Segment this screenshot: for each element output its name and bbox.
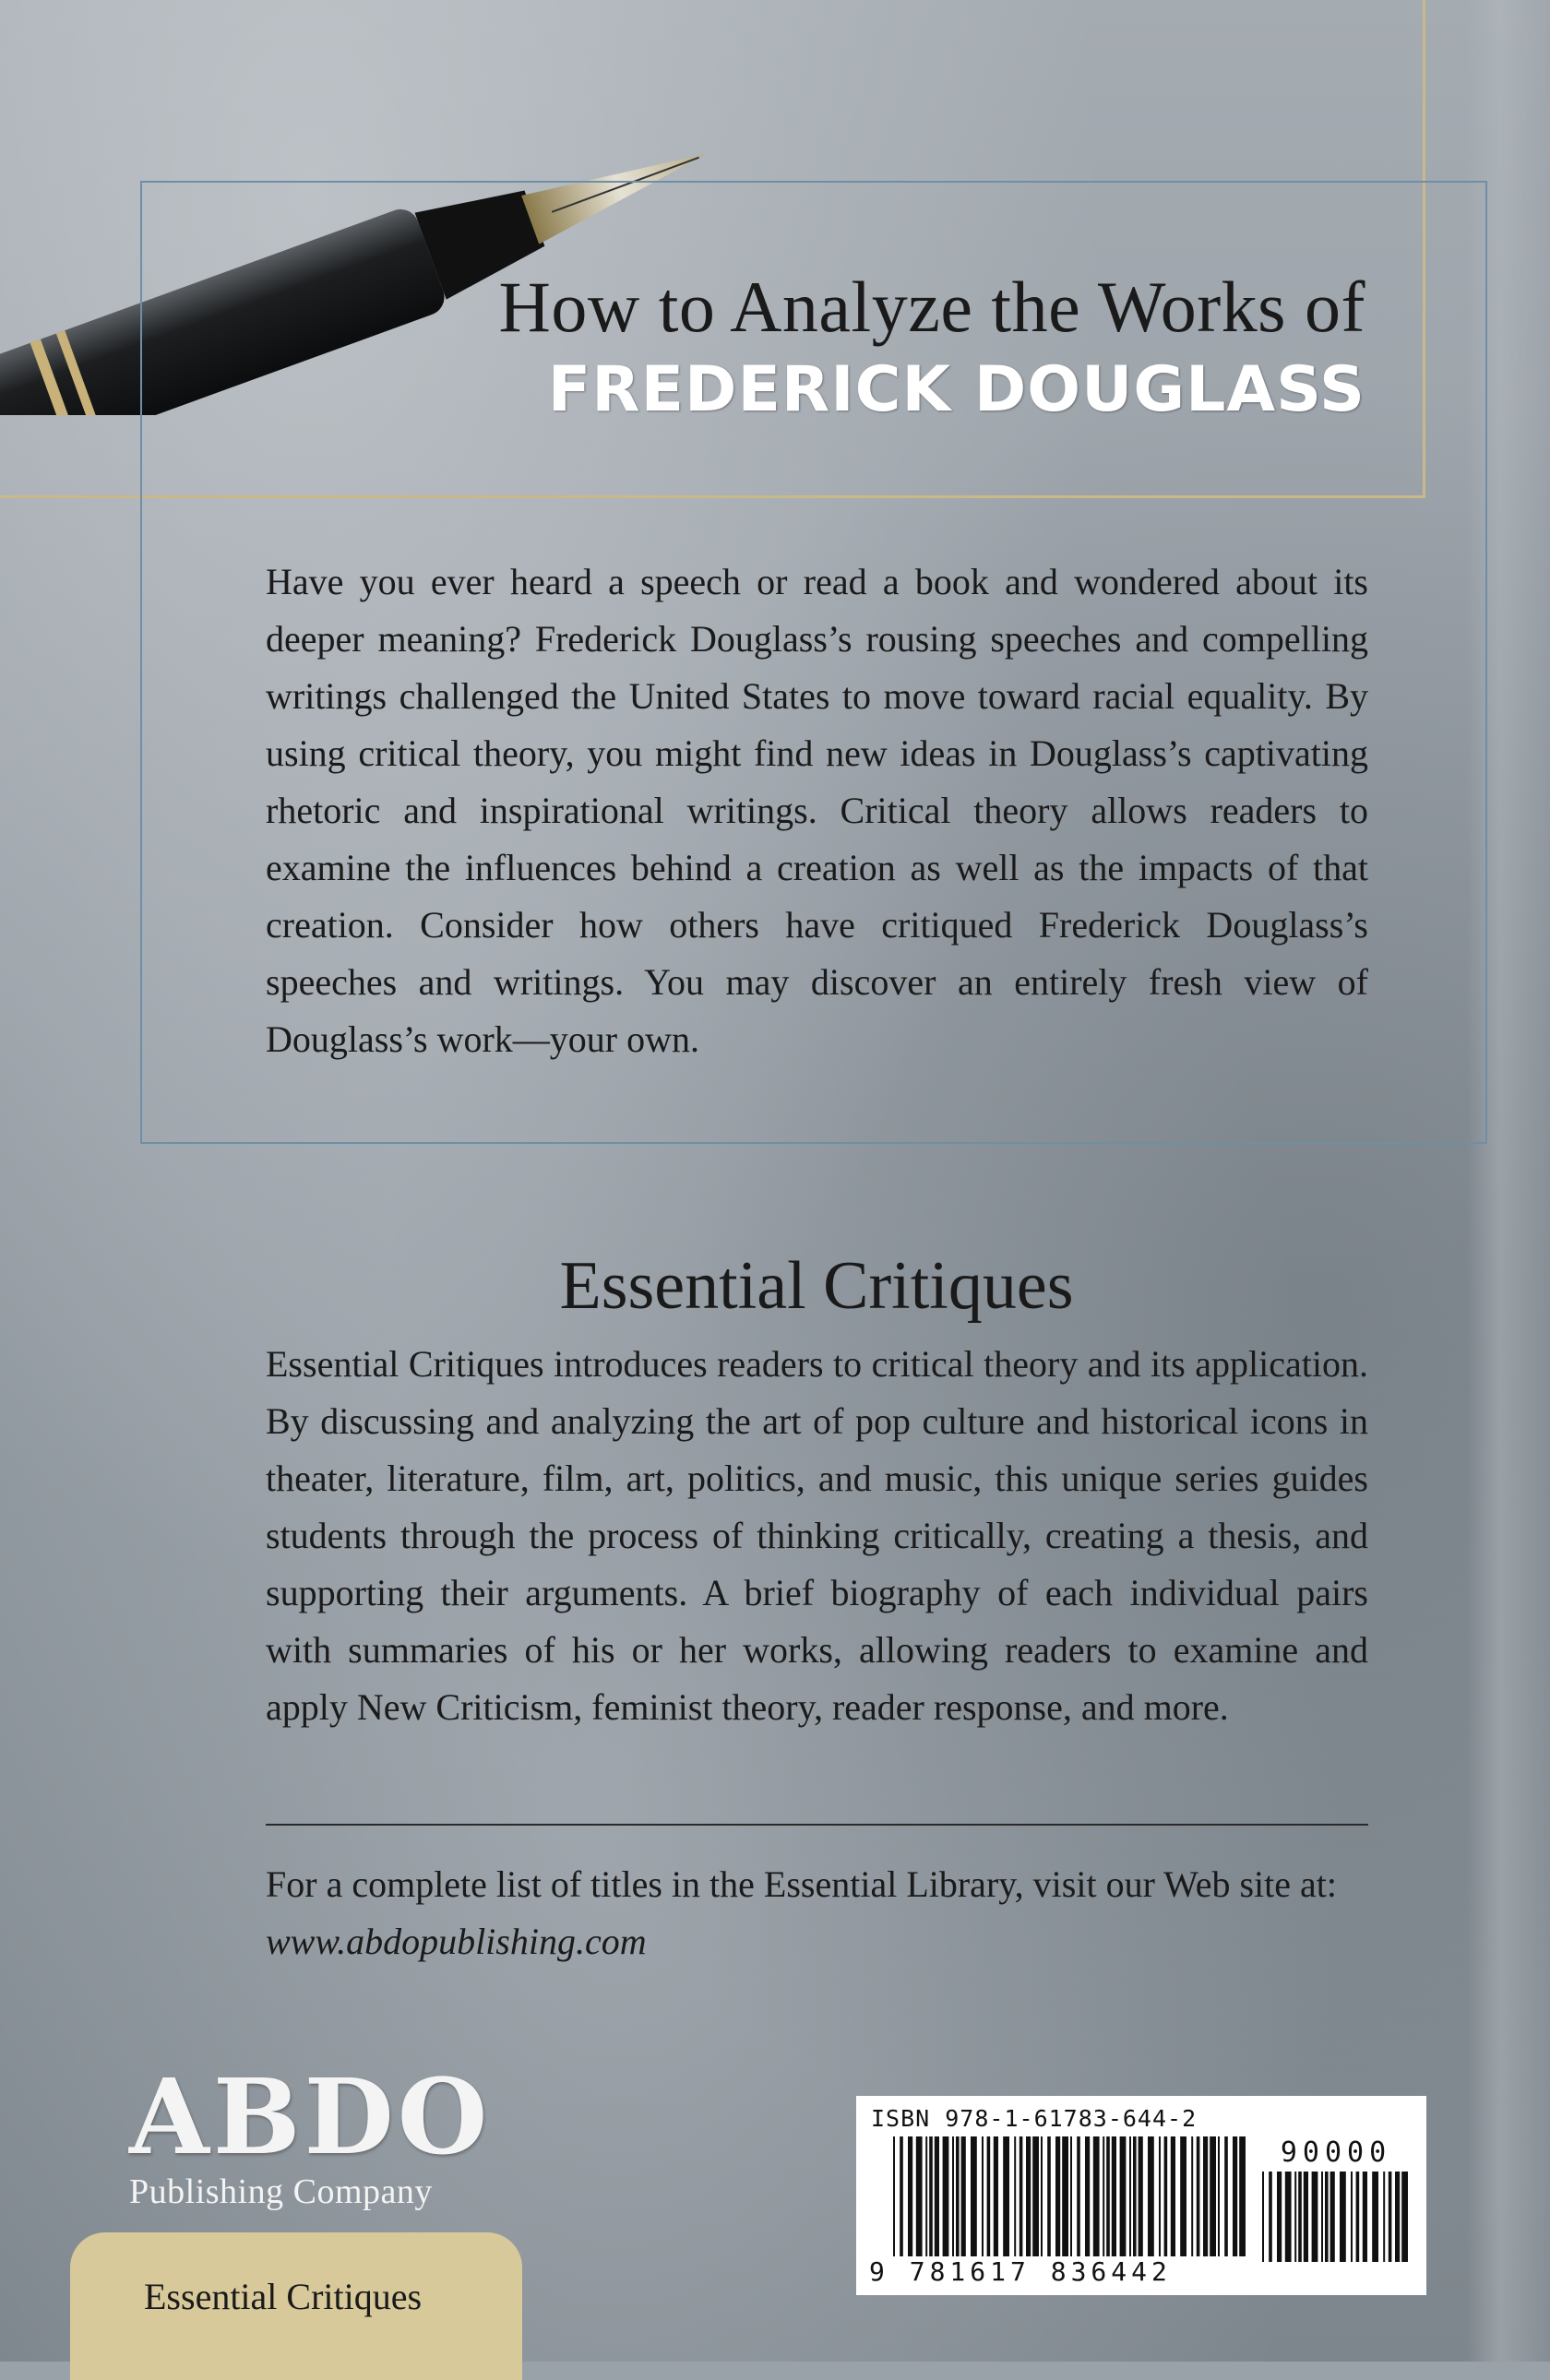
barcode-bar	[1233, 2136, 1237, 2258]
barcode-bar	[1298, 2172, 1302, 2262]
barcode-bar	[1026, 2136, 1031, 2258]
barcode-bar	[1120, 2136, 1127, 2258]
barcode-bar	[1330, 2172, 1335, 2262]
barcode-bar	[1203, 2136, 1208, 2258]
barcode-bar	[956, 2136, 960, 2258]
barcode-bar	[1191, 2136, 1193, 2258]
barcode-bar	[1224, 2136, 1228, 2258]
barcode-bar	[1003, 2136, 1009, 2258]
series-heading: Essential Critiques	[559, 1248, 1074, 1324]
barcode-bar	[1032, 2136, 1039, 2258]
barcode-bar	[1106, 2136, 1110, 2258]
barcode-bar	[1325, 2172, 1329, 2262]
series-tab	[70, 2232, 522, 2380]
barcode-bar	[1180, 2136, 1186, 2258]
barcode-bar	[1103, 2136, 1104, 2258]
barcode-bar	[1093, 2136, 1100, 2258]
website-notice	[266, 1856, 1368, 1970]
barcode-bar	[982, 2136, 984, 2258]
barcode-bar	[994, 2136, 998, 2258]
divider	[266, 1824, 1368, 1826]
title-line-2: FREDERICK DOUGLASS	[547, 352, 1365, 426]
barcode-bar	[1159, 2136, 1161, 2258]
barcode-bar	[929, 2136, 933, 2258]
barcode-bar	[1085, 2136, 1090, 2258]
series-description: Essential Critiques introduces readers to critical theory and its application. By discussing and analyzing the art of pop culture and historical icons in theater, literature, film, art, politics, and music, this unique series guides students through the process of thinking critically, creating a thesis, and supporting their arguments. A brief biography of each individual pairs with summaries of his or her works, allowing readers to examine and apply New Criticism, feminist theory, reader response, and more.	[266, 1343, 1368, 1728]
book-blurb: Have you ever heard a speech or read a book and wondered about its deeper meaning? Frederick Douglass’s rousing speeches and compelling writings challenged the United States to move toward racial equality. By using critical theory, you might find new ideas in Douglass’s captivating rhetoric and inspirational writings. Critical theory allows readers to examine the influences behind a creation as well as the impacts of that creation. Consider how others have critiqued Frederick Douglass’s speeches and writings. You may discover an entirely fresh view of Douglass’s work—your own.	[266, 561, 1368, 1060]
price-barcode-bars	[1262, 2172, 1410, 2262]
publisher-logo	[129, 2057, 498, 2212]
barcode-bar	[1340, 2172, 1346, 2262]
series-tab-label: Essential Critiques	[144, 2276, 423, 2317]
barcode-bar	[1285, 2172, 1292, 2262]
barcode-bar	[1041, 2136, 1043, 2258]
barcode-bar	[1239, 2136, 1246, 2258]
website-notice-text: For a complete list of titles in the Essential Library, visit our Web site at:	[266, 1863, 1337, 1905]
barcode-bar	[935, 2136, 939, 2258]
barcode-bar	[1389, 2172, 1392, 2262]
barcode-bar	[1351, 2172, 1353, 2262]
barcode-bar	[1401, 2172, 1408, 2262]
website-link[interactable]: www.abdopublishing.com	[266, 1921, 647, 1962]
barcode-bar	[1262, 2172, 1264, 2262]
barcode-bar	[1321, 2172, 1323, 2262]
barcode-bar	[1062, 2136, 1068, 2258]
barcode-bar	[1218, 2136, 1220, 2258]
barcode-bar	[1014, 2136, 1016, 2258]
barcode-bar	[1294, 2172, 1296, 2262]
barcode-bar	[1269, 2172, 1272, 2262]
book-title	[0, 268, 1365, 427]
barcode-bar	[1070, 2136, 1072, 2258]
barcode-digits: 9 781617 836442	[869, 2256, 1257, 2287]
barcode-bar	[971, 2136, 977, 2258]
barcode-bar	[908, 2136, 912, 2258]
publisher-name: Publishing Company	[129, 2172, 433, 2211]
isbn-label: ISBN 978-1-61783-644-2	[871, 2105, 1198, 2132]
barcode-bar	[1372, 2172, 1378, 2262]
barcode-bar	[1304, 2172, 1308, 2262]
barcode-bar	[1077, 2136, 1080, 2258]
barcode-bar	[1129, 2136, 1131, 2258]
barcode-bar	[1019, 2136, 1023, 2258]
barcode-bar	[1395, 2172, 1400, 2262]
barcode-bar	[893, 2136, 895, 2258]
barcode-bar	[925, 2136, 927, 2258]
barcode-bar	[1055, 2136, 1060, 2258]
barcode-bar	[1277, 2172, 1282, 2262]
barcode-bar	[916, 2136, 923, 2258]
barcode-bar	[1383, 2172, 1385, 2262]
barcode-bar	[1139, 2136, 1143, 2258]
title-line-1: How to Analyze the Works of	[498, 267, 1365, 347]
barcode-bar	[1363, 2172, 1367, 2262]
publisher-logo-mark: ABDO	[129, 2057, 492, 2178]
barcode-bar	[1148, 2136, 1154, 2258]
barcode-bar	[1171, 2136, 1175, 2258]
barcode-bar	[1133, 2136, 1137, 2258]
barcode-bar	[961, 2136, 966, 2258]
barcode-bar	[1112, 2136, 1116, 2258]
price-code: 90000	[1280, 2136, 1392, 2169]
barcode-bar	[1047, 2136, 1051, 2258]
barcode-bar	[1164, 2136, 1168, 2258]
barcode-box	[856, 2096, 1426, 2295]
barcode-bar	[1356, 2172, 1360, 2262]
barcode-bar	[900, 2136, 903, 2258]
barcode-bar	[1197, 2136, 1200, 2258]
barcode-bar	[1210, 2136, 1216, 2258]
barcode-bar	[952, 2136, 954, 2258]
barcode-bars	[893, 2136, 1248, 2258]
barcode-bar	[1312, 2172, 1318, 2262]
barcode-bar	[943, 2136, 949, 2258]
barcode-bar	[987, 2136, 991, 2258]
